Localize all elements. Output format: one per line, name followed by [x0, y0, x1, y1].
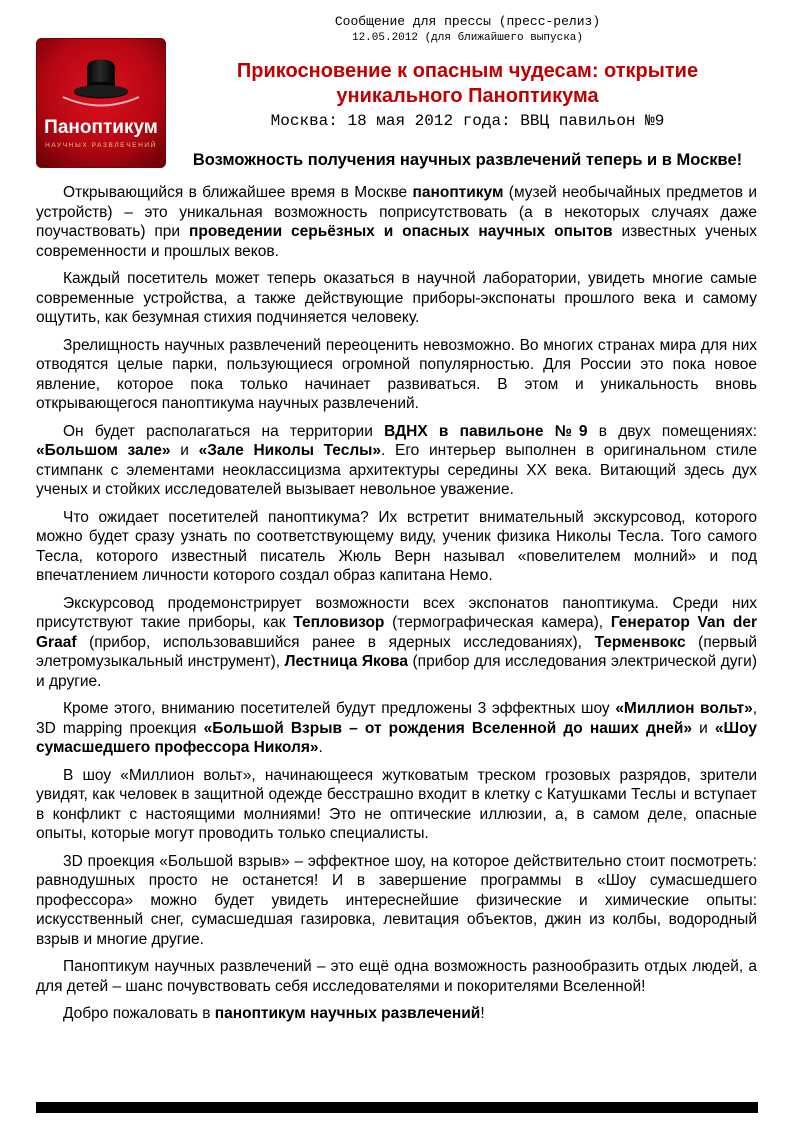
paragraph: [36, 594, 757, 692]
paragraph-segment: 3D проекция «Большой взрыв» – эффектное шоу, на которое действительно стоит посмотреть: равнодушных просто не останется! И в завершение программы в «Шоу сумасшедшего профессора» можно будет увидеть интереснейшие физические и химические опыты: искусственный снег, сумасшедшая газировка, левитация объектов, джин из колбы, водородный взрыв и многие другие.: [36, 852, 757, 948]
paragraph-segment: и: [692, 719, 715, 737]
paragraph-segment: в двух помещениях:: [587, 422, 758, 440]
event-info-line: Москва: 18 мая 2012 года: ВВЦ павильон №9: [270, 112, 665, 130]
paragraph-segment: (первый элетромузыкальный инструмент),: [36, 633, 758, 670]
paragraph: [36, 269, 757, 328]
paragraph-bold-segment: проведении серьёзных и опасных научных опытов: [188, 223, 613, 240]
paragraph-segment: Каждый посетитель может теперь оказаться в научной лаборатории, увидеть многие самые современные устройства, а также действующие приборы-экспонаты прошлого века и самому ощутить, как безумная стихия подчиняется человеку.: [36, 270, 757, 326]
paragraph: [36, 1004, 757, 1024]
press-release-date: 12.05.2012 (для ближайшего выпуска): [351, 32, 584, 44]
paragraph: [36, 422, 757, 500]
press-release-body: [0, 171, 793, 1024]
intro-heading: Возможность получения научных развлечений теперь и в Москве!: [192, 151, 743, 169]
paragraph-bold-segment: паноптикум научных развлечений: [214, 1005, 481, 1022]
paragraph-segment: (прибор, использовавшийся ранее в ядерных исследованиях),: [76, 633, 595, 651]
paragraph-segment: . Его интерьер выполнен в оригинальном стиле стимпанк с элементами неоклассицизма архитектуры середины XX века. Витающий здесь дух ученых и стойких исследователей вызывает невольное уважение.: [36, 442, 757, 498]
paragraph: [36, 766, 757, 844]
paragraph-bold-segment: Терменвокс: [594, 633, 686, 651]
paragraph-bold-segment: «Миллион вольт»: [615, 700, 753, 717]
panoptikum-logo: [36, 38, 166, 168]
paragraph-segment: .: [318, 739, 323, 756]
paragraph-bold-segment: «Шоу сумасшедшего профессора Николя»: [36, 719, 757, 756]
paragraph: [36, 699, 757, 758]
paragraph-bold-segment: «Большом зале»: [36, 442, 171, 459]
paragraph-segment: !: [480, 1005, 485, 1022]
header: [0, 0, 793, 171]
page-title: Прикосновение к опасным чудесам: открытие уникального Паноптикума: [236, 60, 699, 107]
paragraph-segment: и: [170, 442, 199, 459]
paragraph-segment: (прибор для исследования электрической дуги) и другие.: [36, 653, 757, 690]
paragraph-bold-segment: «Большой Взрыв – от рождения Вселенной до наших дней»: [203, 719, 692, 737]
paragraph-segment: Добро пожаловать в: [63, 1005, 215, 1022]
logo-container: [36, 38, 166, 171]
paragraph-segment: Экскурсовод продемонстрирует возможности всех экспонатов паноптикума. Среди них присутствуют такие приборы, как: [36, 594, 757, 631]
paragraph-segment: Зрелищность научных развлечений переоценить невозможно. Во многих странах мира для них отводятся целые парки, пользующиеся огромной популярностью. Для России это пока новое явление, которое пока только начинает развиваться. В этом и уникальность вновь открывающегося паноптикума научных развлечений.: [36, 336, 757, 412]
press-release-label: Сообщение для прессы (пресс-релиз): [334, 14, 601, 29]
logo-title: Паноптикум: [44, 117, 158, 138]
paragraph-segment: Кроме этого, вниманию посетителей будут предложены 3 эффектных шоу: [63, 700, 616, 717]
paragraph-bold-segment: паноптикум: [412, 184, 504, 201]
paragraph: [36, 852, 757, 950]
paragraph: [36, 508, 757, 586]
paragraph-bold-segment: Тепловизор: [293, 614, 385, 631]
paragraph-segment: В шоу «Миллион вольт», начинающееся жутковатым треском грозовых разрядов, зрители увидят, как человек в защитной одежде бесстрашно входит в клетку с Катушками Теслы и вступает в конфликт с настоящими молниями! Это не оптические иллюзии, а, в самом деле, опасные опыты, которые могут проводить только специалисты.: [36, 766, 757, 842]
paragraph-segment: Он будет располагаться на территории: [63, 422, 385, 440]
paragraph-segment: Что ожидает посетителей паноптикума? Их встретит внимательный экскурсовод, которого можно будет сразу узнать по соответствующему виду, ученик физика Николы Тесла. Того самого Тесла, которого известный писатель Жюль Верн называл «повелителем молний» и под впечатлением личности которого создал образ капитана Немо.: [36, 508, 757, 584]
paragraph-segment: (термографическая камера),: [384, 614, 611, 631]
paragraph-segment: Открывающийся в ближайшее время в Москве: [63, 184, 413, 201]
paragraph-segment: (музей необычайных предметов и устройств) – это уникальная возможность поприсутствовать (а в некоторых случаях даже поучаствовать) при: [36, 184, 757, 240]
paragraph-bold-segment: Лестница Якова: [284, 653, 408, 670]
paragraph-bold-segment: «Зале Николы Теслы»: [198, 442, 382, 459]
paragraph-segment: , 3D mapping проекция: [36, 700, 758, 737]
bottom-bar: [36, 1102, 758, 1113]
header-text: [166, 14, 757, 171]
paragraph: [36, 957, 757, 996]
logo-subtitle: НАУЧНЫХ РАЗВЛЕЧЕНИЙ: [45, 142, 157, 149]
paragraph: [36, 336, 757, 414]
paragraph-bold-segment: Генератор Van der Graaf: [36, 614, 757, 651]
paragraph-segment: известных ученых современности и прошлых веков.: [36, 223, 757, 260]
paragraph: [36, 183, 757, 261]
paragraph-segment: Паноптикум научных развлечений – это ещё одна возможность разнообразить отдых людей, а для детей – шанс почувствовать себя исследователями и покорителями Вселенной!: [36, 958, 757, 995]
paragraph-bold-segment: ВДНХ в павильоне №9: [384, 422, 588, 440]
